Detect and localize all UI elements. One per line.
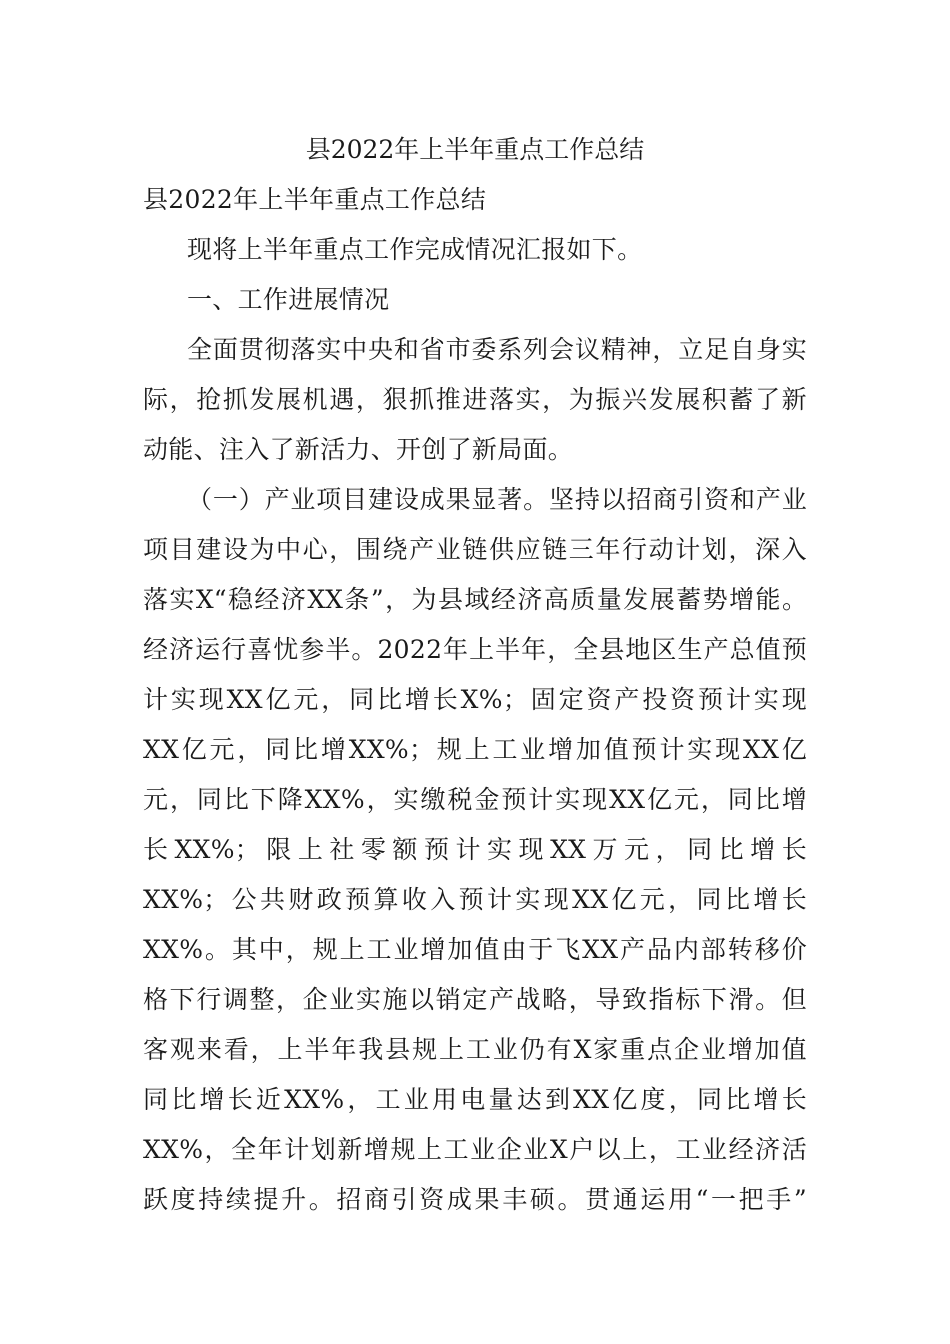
paragraph-line: XX%。其中，规上工业增加值由于飞XX产品内部转移价 [143,935,807,964]
paragraph-line: 长XX%；限上社零额预计实现XX万元，同比增长 [143,835,807,864]
section-heading: 一、工作进展情况 [187,285,390,314]
paragraph-line: 格下行调整，企业实施以销定产战略，导致指标下滑。但 [143,985,807,1014]
paragraph-line: 落实X“稳经济XX条”，为县域经济高质量发展蓄势增能。 [143,585,807,614]
paragraph-line: XX亿元，同比增XX%；规上工业增加值预计实现XX亿 [143,735,807,764]
paragraph-line: 计实现XX亿元，同比增长X%；固定资产投资预计实现 [143,685,807,714]
paragraph-line: 跃度持续提升。招商引资成果丰硕。贯通运用“一把手” [143,1185,807,1214]
paragraph-line: 客观来看，上半年我县规上工业仍有X家重点企业增加值 [143,1035,807,1064]
paragraph-line: 经济运行喜忧参半。2022年上半年，全县地区生产总值预 [143,635,807,664]
subtitle-line: 县2022年上半年重点工作总结 [143,185,487,214]
paragraph-line: 同比增长近XX%，工业用电量达到XX亿度，同比增长 [143,1085,807,1114]
document-title: 县2022年上半年重点工作总结 [305,135,645,164]
paragraph-line: 全面贯彻落实中央和省市委系列会议精神，立足自身实 [187,335,807,364]
paragraph-line: XX%；公共财政预算收入预计实现XX亿元，同比增长 [143,885,807,914]
paragraph-line: XX%，全年计划新增规上工业企业X户以上，工业经济活 [143,1135,807,1164]
paragraph-line: 动能、注入了新活力、开创了新局面。 [143,435,574,464]
paragraph-line: 元，同比下降XX%，实缴税金预计实现XX亿元，同比增 [143,785,807,814]
paragraph-line: （一）产业项目建设成果显著。坚持以招商引资和产业 [187,485,807,514]
intro-line: 现将上半年重点工作完成情况汇报如下。 [187,235,643,264]
paragraph-line: 际，抢抓发展机遇，狠抓推进落实，为振兴发展积蓄了新 [143,385,807,414]
paragraph-line: 项目建设为中心，围绕产业链供应链三年行动计划，深入 [143,535,807,564]
